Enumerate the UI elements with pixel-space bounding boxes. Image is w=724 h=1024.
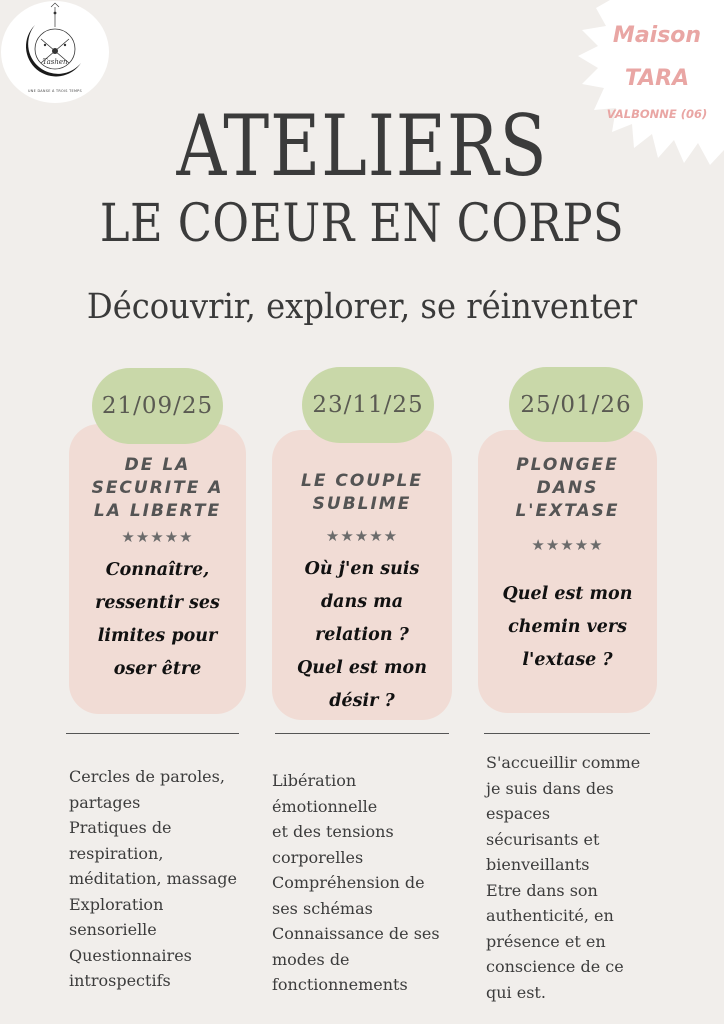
logo-word: Tashen	[42, 58, 68, 66]
tagline: Découvrir, explorer, se réinventer	[86, 287, 638, 327]
logo	[1, 1, 109, 103]
page-subtitle: LE COEUR EN CORPS	[99, 194, 625, 254]
logo-caption: UNE DANSE À TROIS TEMPS	[28, 89, 82, 93]
divider	[275, 733, 449, 734]
moon-face-logo-icon	[1, 1, 109, 103]
rating-stars: ★★★★★	[325, 527, 399, 545]
date-badge: 25/01/26	[509, 367, 643, 442]
workshop-title: PLONGEE DANS L'EXTASE	[515, 455, 620, 521]
workshop-description: Cercles de paroles, partages Pratiques de respiration, méditation, massage Exploration sensorielle Questionnaires introspectifs	[69, 767, 238, 990]
page-title: ATELIERS	[176, 97, 548, 195]
workshop-question: Où j'en suis dans ma relation ? Quel est mon désir ?	[297, 559, 427, 711]
date-badge: 21/09/25	[92, 368, 223, 444]
workshop-title: DE LA SECURITE A LA LIBERTE	[91, 455, 224, 521]
stamp-brand-line1: Maison	[612, 23, 702, 48]
workshop-question: Quel est mon chemin vers l'extase ?	[502, 584, 633, 670]
workshop-question: Connaître, ressentir ses limites pour oser être	[95, 560, 220, 679]
workshop-description: S'accueillir comme je suis dans des espaces sécurisants et bienveillants Etre dans son authenticité, en présence et en conscience de ce qui est.	[486, 753, 641, 1002]
stamp-city: VALBONNE (06)	[606, 107, 708, 121]
workshop-description: Libération émotionnelle et des tensions corporelles Compréhension de ses schémas Connaissance de ses modes de fonctionnements	[272, 771, 440, 994]
stamp-brand-line2: TARA	[624, 66, 690, 91]
divider	[66, 733, 239, 734]
rating-stars: ★★★★★	[531, 536, 604, 554]
divider	[484, 733, 650, 734]
rating-stars: ★★★★★	[121, 528, 194, 546]
workshop-title: LE COUPLE SUBLIME	[300, 471, 423, 514]
date-badge: 23/11/25	[302, 367, 434, 443]
